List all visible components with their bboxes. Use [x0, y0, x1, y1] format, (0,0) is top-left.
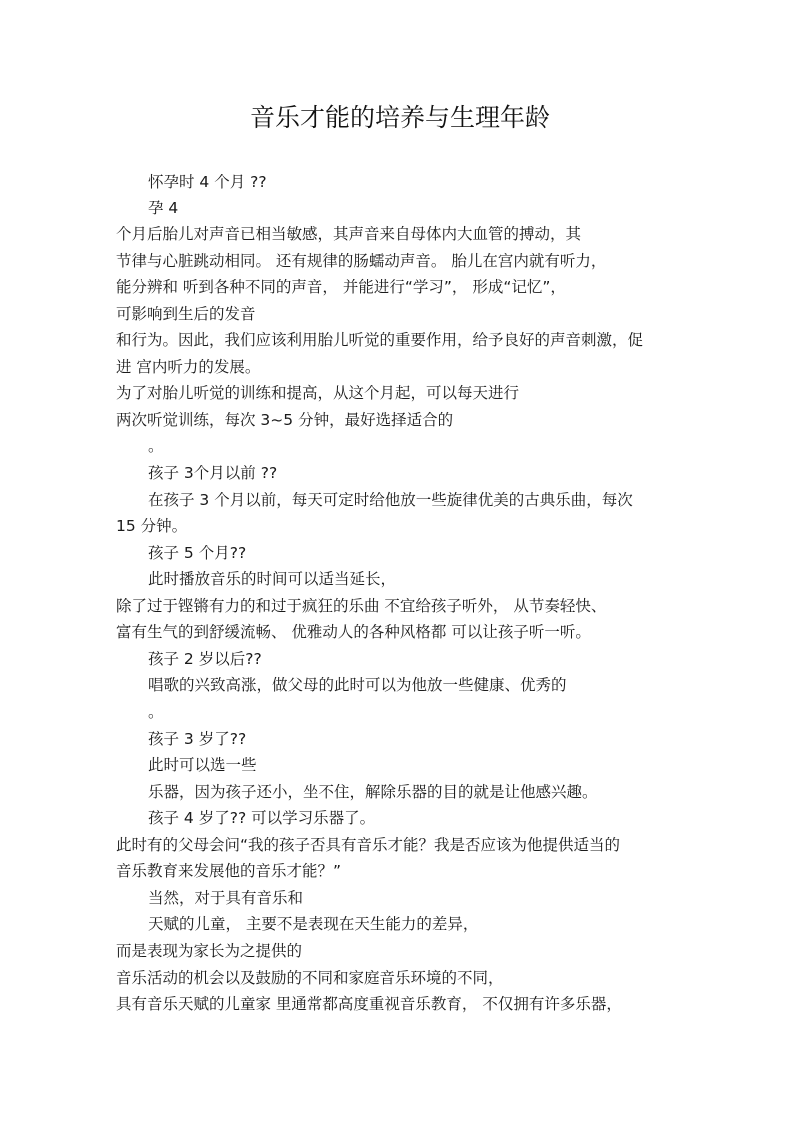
- paragraph-line: 。: [148, 437, 164, 455]
- paragraph-line: 节律与心脏跳动相同。 还有规律的肠蠕动声音。 胎儿在宫内就有听力，: [116, 252, 607, 270]
- paragraph-line: 此时播放音乐的时间可以适当延长，: [148, 570, 397, 588]
- paragraph-line: 富有生气的到舒缓流畅、 优雅动人的各种风格都 可以让孩子听一听。: [116, 623, 591, 641]
- paragraph-line: 两次听觉训练，每次 3~5 分钟，最好选择适合的: [116, 411, 454, 429]
- paragraph-line: 孩子 3 岁了??: [148, 730, 247, 748]
- paragraph-line: 。: [148, 703, 164, 721]
- paragraph-line: 而是表现为家长为之提供的: [116, 942, 303, 960]
- paragraph-line: 孕 4: [148, 199, 179, 217]
- paragraph-line: 为了对胎儿听觉的训练和提高，从这个月起，可以每天进行: [116, 384, 520, 402]
- paragraph-line: 孩子 4 岁了?? 可以学习乐器了。: [148, 809, 376, 827]
- paragraph-line: 进 宫内听力的发展。: [116, 358, 261, 376]
- paragraph-line: 此时有的父母会问“我的孩子否具有音乐才能？我是否应该为他提供适当的: [116, 836, 621, 854]
- paragraph-line: 能分辨和 听到各种不同的声音， 并能进行“学习”， 形成“记忆”，: [116, 278, 566, 296]
- paragraph-line: 和行为。因此，我们应该利用胎儿听觉的重要作用，给予良好的声音刺激，促: [116, 331, 644, 349]
- paragraph-line: 当然，对于具有音乐和: [148, 889, 304, 907]
- paragraph-line: 具有音乐天赋的儿童家 里通常都高度重视音乐教育， 不仅拥有许多乐器，: [116, 995, 622, 1013]
- paragraph-line: 天赋的儿童， 主要不是表现在天生能力的差异，: [148, 915, 479, 933]
- paragraph-line: 个月后胎儿对声音已相当敏感，其声音来自母体内大血管的搏动，其: [116, 225, 582, 243]
- paragraph-line: 可影响到生后的发音: [116, 305, 256, 323]
- paragraph-line: 在孩子 3 个月以前，每天可定时给他放一些旋律优美的古典乐曲，每次: [148, 491, 633, 509]
- paragraph-line: 孩子 5 个月??: [148, 544, 247, 562]
- paragraph-line: 孩子 3个月以前 ??: [148, 464, 278, 482]
- paragraph-line: 乐器，因为孩子还小，坐不住，解除乐器的目的就是让他感兴趣。: [148, 783, 598, 801]
- paragraph-line: 15 分钟。: [116, 517, 188, 535]
- document-title: 音乐才能的培养与生理年龄: [249, 103, 550, 132]
- paragraph-line: 怀孕时 4 个月 ??: [148, 173, 267, 191]
- paragraph-line: 孩子 2 岁以后??: [148, 650, 262, 668]
- paragraph-line: 除了过于铿锵有力的和过于疯狂的乐曲 不宜给孩子听外， 从节奏轻快、: [116, 597, 607, 615]
- paragraph-line: 唱歌的兴致高涨，做父母的此时可以为他放一些健康、优秀的: [148, 676, 567, 694]
- paragraph-line: 此时可以选一些: [148, 756, 257, 774]
- paragraph-line: 音乐活动的机会以及鼓励的不同和家庭音乐环境的不同，: [116, 969, 504, 987]
- paragraph-line: 音乐教育来发展他的音乐才能？”: [116, 862, 342, 880]
